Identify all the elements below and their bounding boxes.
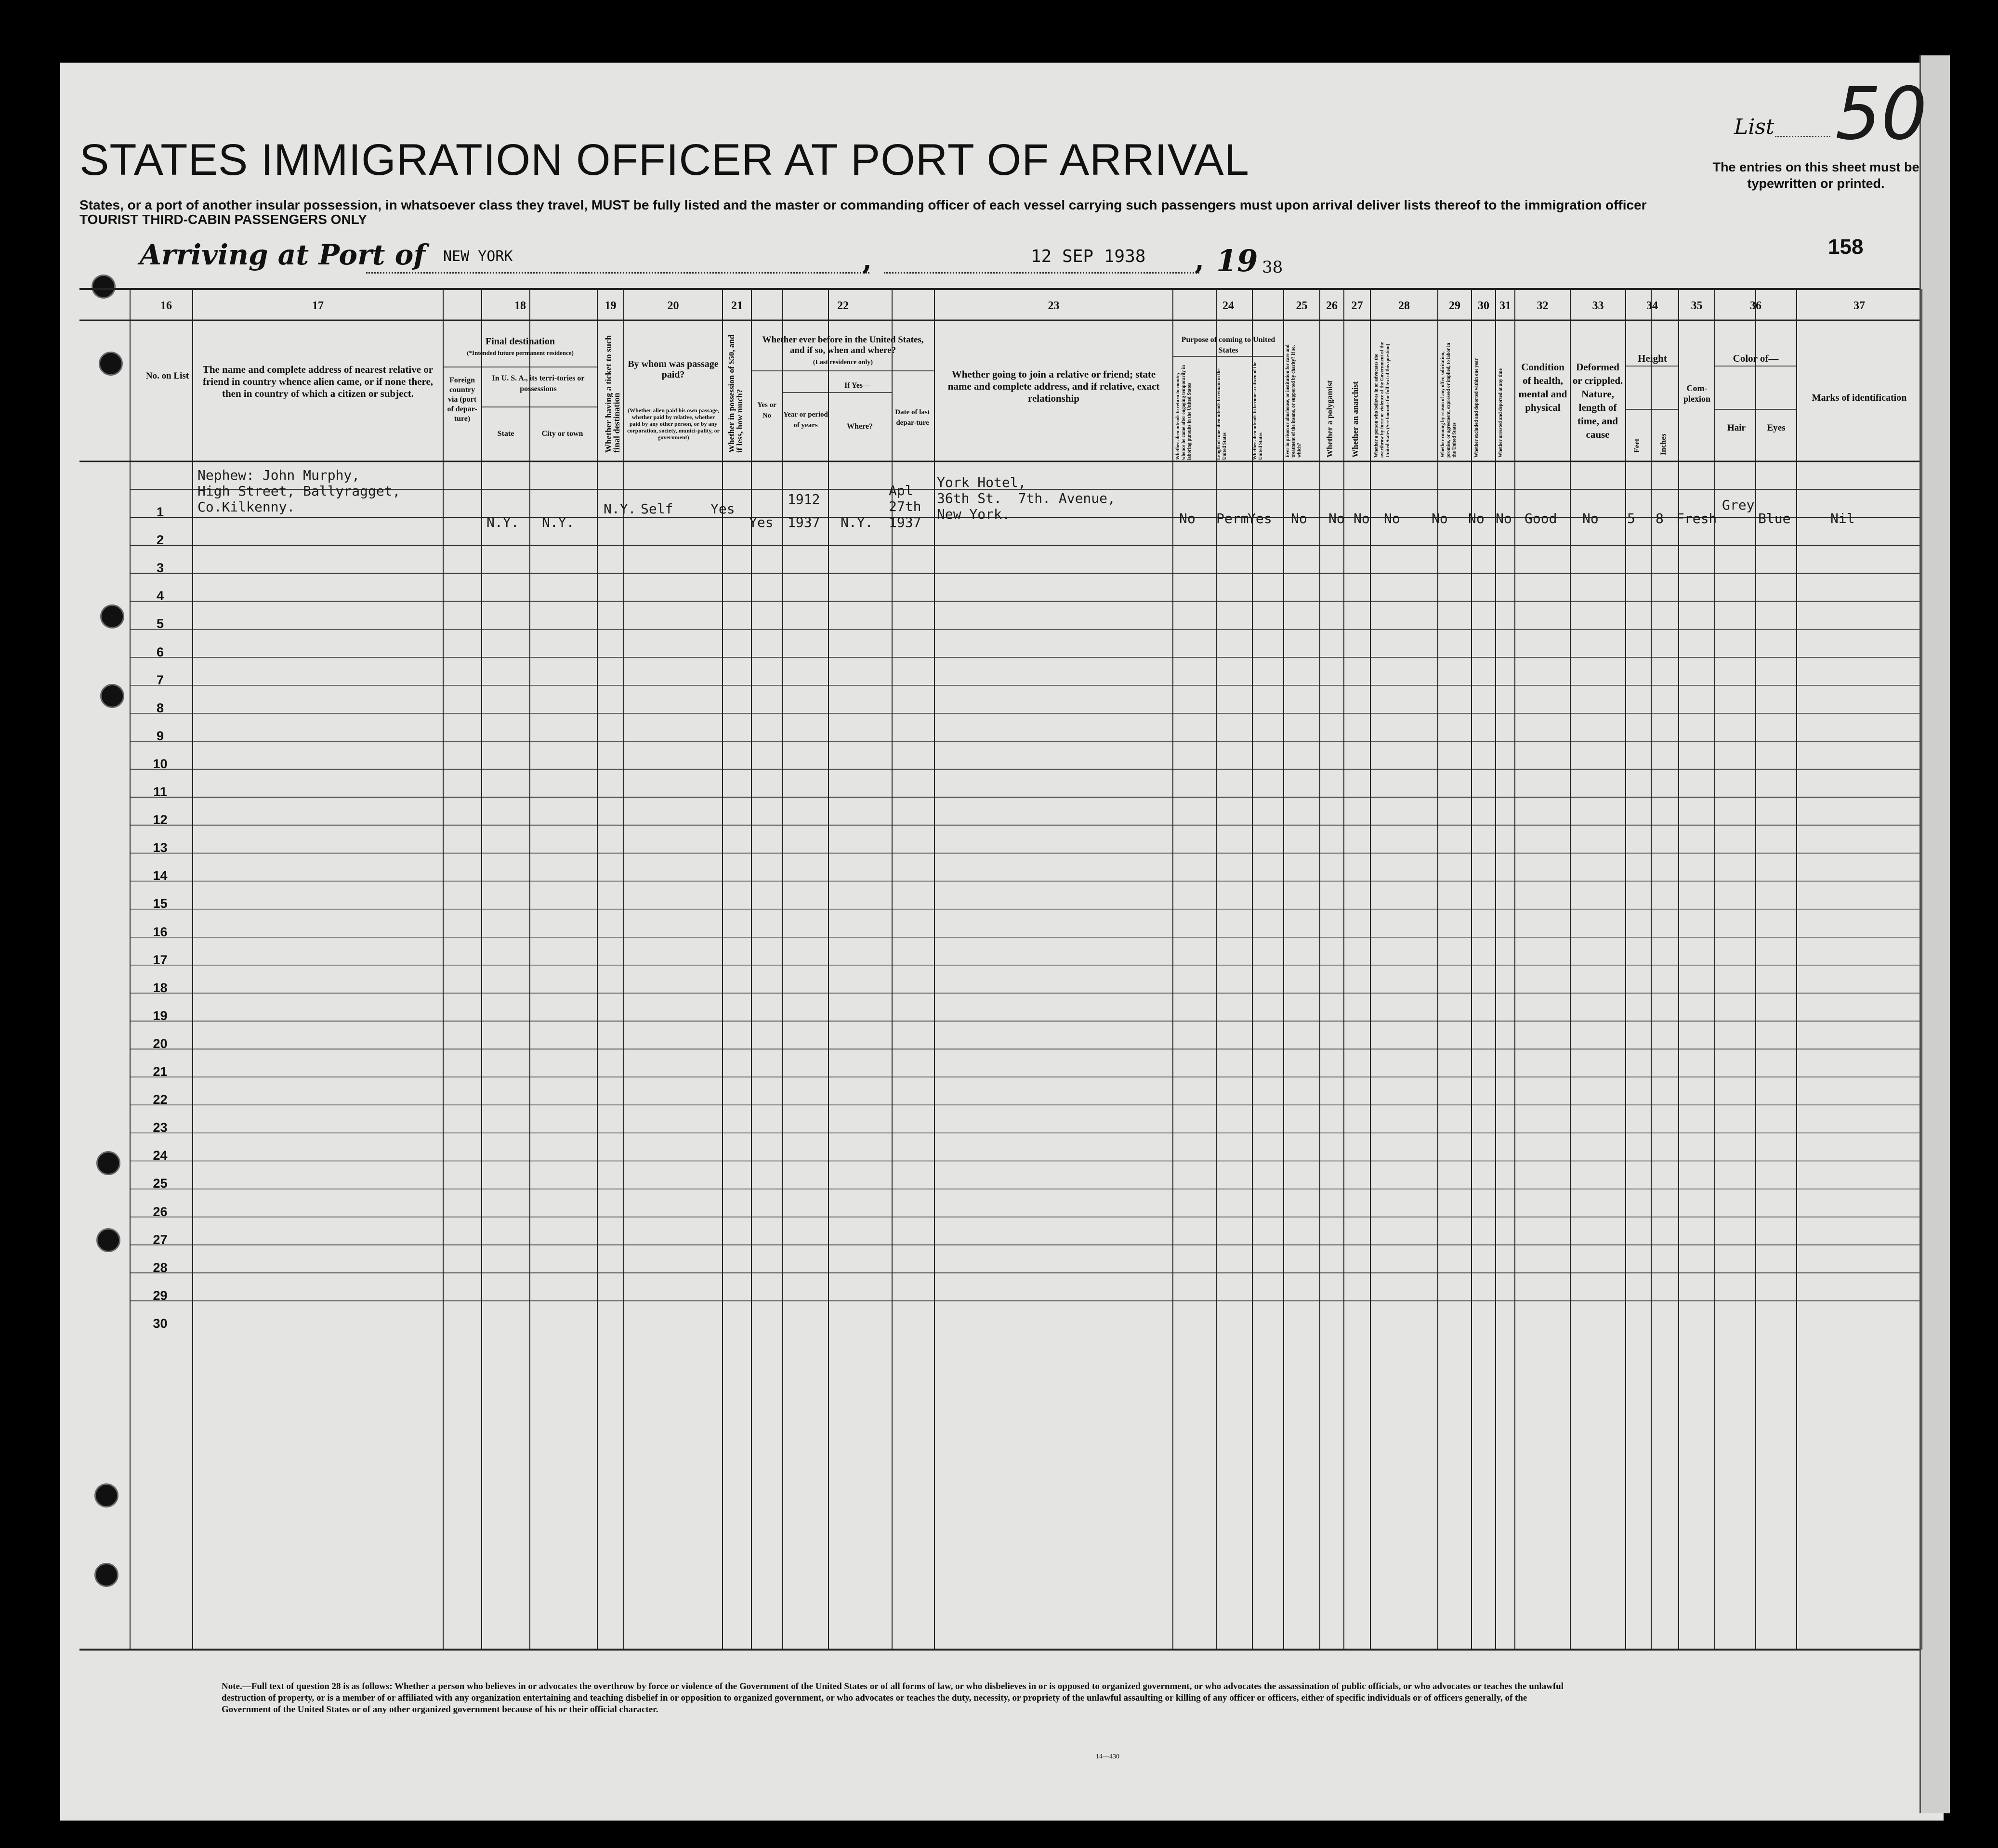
entry-relative-line: High Street, Ballyragget, [197,483,401,499]
row-number: 22 [153,1092,168,1107]
col-number: 29 [1449,300,1460,312]
header-color-of: Color of— [1733,353,1779,364]
comma: , [862,243,872,276]
entry-marks: Nil [1830,511,1855,526]
header-yes-no: Yes or No [757,401,776,419]
entry-year: 1912 [788,491,820,507]
header-purpose-citizen: Whether alien intends to become a citizen of the United States [1252,361,1263,460]
header-if-yes: If Yes— [844,381,871,390]
instructions-text: States, or a port of another insular possession, in whatsoever class they travel, MUST be fully listed and the master or commanding officer of each vessel carrying such passengers must upon arrival deliver lists thereof to the immigration officer [79,197,1647,212]
entry-state: N.Y. [486,514,519,530]
entry-departure: Apl [889,483,913,498]
header-passage-sub: (Whether alien paid his own passage, whether paid by relative, whether paid by any other person, or by any corporation, society, munici-pality, or government) [627,407,720,441]
entry-purpose-citizen: Yes [1248,511,1272,526]
header-purpose-return: Whether alien intends to return to country whence he came after engaging temporarily in laboring pursuits in the United States [1175,365,1192,460]
entry-year: 1937 [788,514,820,530]
col-number: 25 [1296,300,1308,312]
entry-departure: 27th [889,498,921,514]
header-date-departure: Date of last depar-ture [895,408,930,427]
col-number: 35 [1691,300,1703,312]
entry-deported: No [1496,511,1512,526]
col-number: 36 [1750,300,1761,312]
col-number: 32 [1537,300,1549,312]
entry-departure: 1937 [889,514,921,530]
footnote: Note.—Full text of question 28 is as follows: Whether a person who believes in or advocates the overthrow by force or violence of the Government of the United States or of all forms of law, or who disbelieves in or is opposed to organized government, or who advocates the assassination of public officials, or who advocates or teaches the unlawful destruction of property, or is a member of or affiliated with any organization entertaining and teaching disbelief in or opposition to organized government, or who advocates or teaches the duty, necessity, or propriety of the unlawful assaulting or killing of any officer or officers, either of specific individuals or of officers generally, of the Government of the United States or of any other organized government because of his or their official character. [222,1681,1564,1715]
row-number: 9 [156,728,164,743]
class-note: TOURIST THIRD-CABIN PASSENGERS ONLY [79,212,367,227]
entry-relative-line: Co.Kilkenny. [197,499,295,515]
entry-polygamist: No [1328,511,1345,526]
date-stamp: 12 SEP 1938 [1031,247,1146,266]
col-number: 37 [1853,300,1865,312]
row-number: 19 [153,1008,168,1023]
row-number: 3 [156,561,164,576]
col-number: 26 [1326,300,1338,312]
entry-overthrow: No [1384,511,1400,526]
header-joining: Whether going to join a relative or friend; state name and complete address, and if relative, exact relationship [947,368,1160,404]
header-polygamist: Whether a polygamist [1325,380,1334,458]
port-value: NEW YORK [443,248,513,265]
row-number: 30 [153,1316,168,1331]
header-inches: Inches [1659,433,1668,455]
row-number: 21 [153,1064,168,1079]
entry-complexion: Fresh [1676,511,1717,526]
entry-offer: No [1432,511,1448,526]
header-purpose-length: Length of time alien intends to remain in the United States [1216,368,1227,460]
row-number: 23 [153,1120,168,1135]
entries-note: The entries on this sheet must be typewritten or printed. [1712,160,1919,191]
row-number: 16 [153,924,168,939]
header-anarchist: Whether an anarchist [1351,381,1360,458]
entry-money: Yes [710,501,735,517]
col-number: 27 [1351,300,1363,312]
row-number: 17 [153,952,168,967]
col-number: 34 [1646,300,1658,312]
header-health: Condition of health, mental and physical [1518,361,1567,413]
entry-purpose-length: Perm [1216,511,1249,526]
header-relative: The name and complete address of nearest relative or friend in country whence alien came, or if none there, then in country of which a citizen or subject. [202,364,434,399]
header-year-period: Year or period of years [783,411,828,429]
row-number: 24 [153,1148,168,1163]
form-number: 14—430 [1096,1753,1119,1760]
header-marks: Marks of identification [1812,393,1907,403]
header-complexion: Com-plexion [1683,383,1710,404]
col-number: 28 [1398,300,1410,312]
col-number: 17 [312,300,324,312]
col-number: 19 [605,300,617,312]
arriving-label: Arriving at Port of [140,238,426,271]
row-number: 15 [153,896,168,911]
year-suffix: 38 [1262,258,1283,277]
entry-city: N.Y. [542,514,575,530]
row-number: 18 [153,980,168,995]
row-number: 26 [153,1204,168,1219]
row-number: 5 [156,616,164,631]
header-prison: Ever in prison or almshouse, or institution for care and treatment of the insane, or supported by charity? If so, which? [1285,344,1302,458]
year-prefix: 19 [1216,243,1258,278]
header-city: City or town [541,430,583,438]
row-number: 14 [153,868,168,883]
header-offer: Whether coming by reason of any offer, solicitation, promise, or agreement, expressed or implied, to labor in the United States [1440,342,1457,458]
row-number: 29 [153,1288,168,1303]
row-number: 7 [156,672,164,687]
col-number: 31 [1499,300,1511,312]
entry-joining-line: New York. [937,506,1010,522]
entry-health: Good [1525,511,1557,526]
col-number: 18 [514,300,526,312]
header-before-sub: (Last residence only) [813,359,873,366]
header-ticket: Whether having a ticket to such final destination [604,335,621,453]
list-number: 50 [1835,72,1927,156]
header-where: Where? [847,422,873,431]
header-deported: Whether arrested and deported at any time [1498,368,1503,458]
row-number: 12 [153,813,168,827]
entry-passage: Self [641,501,673,517]
header-excluded: Whether excluded and deported within one year [1474,358,1479,458]
row-number: 2 [156,533,164,548]
col-number: 30 [1478,300,1489,312]
row-number: 8 [156,700,164,715]
header-height: Height [1638,353,1667,364]
entry-anarchist: No [1354,511,1370,526]
header-money: Whether in possession of $50, and if less, how much? [727,334,744,453]
header-before: Whether ever before in the United States, and if so, when and where? [762,335,924,355]
row-number: 6 [156,644,164,659]
entry-joining-line: York Hotel, [937,474,1026,490]
header-state: State [497,430,514,438]
row-number: 20 [153,1036,168,1051]
entry-purpose-return: No [1179,511,1196,526]
entry-hair: Grey [1722,497,1755,513]
row-number: 27 [153,1232,168,1247]
header-no-on-list: No. on List [145,371,189,381]
col-number: 23 [1048,300,1060,312]
col-number: 33 [1592,300,1604,312]
col-number: 16 [160,300,172,312]
entry-excluded: No [1468,511,1485,526]
entry-feet: 5 [1627,511,1635,526]
header-foreign-country: Foreign country via (port of depar-ture) [447,376,477,423]
col-number: 24 [1222,300,1234,312]
header-purpose: Purpose of coming to United States [1181,336,1275,354]
header-overthrow: Whether a person who believes in or advocates the overthrow by force or violence of the Government of the United States (See footnote for full text of this question) [1374,342,1391,458]
header-passage: By whom was passage paid? [628,359,719,380]
entry-inches: 8 [1656,511,1664,526]
header-eyes: Eyes [1767,423,1786,433]
header-in-usa: In U. S. A., its terri-tories or possessions [492,374,585,393]
entry-ticket: N.Y. [604,501,636,517]
row-number: 11 [153,785,167,799]
comma: , [1195,243,1205,276]
header-deformed: Deformed or crippled. Nature, length of time, and cause [1572,361,1623,440]
row-number: 1 [156,505,164,519]
entry-where: N.Y. [841,514,873,530]
corner-number: 158 [1828,235,1864,259]
entry-joining-line: 36th St. 7th. Avenue, [937,490,1116,506]
entry-before: Yes [749,514,774,530]
col-number: 21 [731,300,743,312]
row-number: 28 [153,1260,168,1275]
col-number: 20 [667,300,679,312]
header-hair: Hair [1727,423,1746,433]
entry-eyes: Blue [1758,511,1791,526]
row-number: 25 [153,1176,168,1191]
header-final-destination-sub: (*Intended future permanent residence) [467,349,574,356]
col-number: 22 [837,300,849,312]
entry-relative-line: Nephew: John Murphy, [197,467,360,483]
row-number: 10 [153,756,168,771]
entry-deformed: No [1582,511,1599,526]
page-title: STATES IMMIGRATION OFFICER AT PORT OF ARRIVAL [79,135,1249,184]
entry-prison: No [1291,511,1307,526]
row-number: 4 [156,589,164,603]
list-label: List [1734,115,1775,139]
row-number: 13 [153,840,168,855]
header-final-destination: Final destination [486,336,555,347]
header-feet: Feet [1633,438,1641,453]
